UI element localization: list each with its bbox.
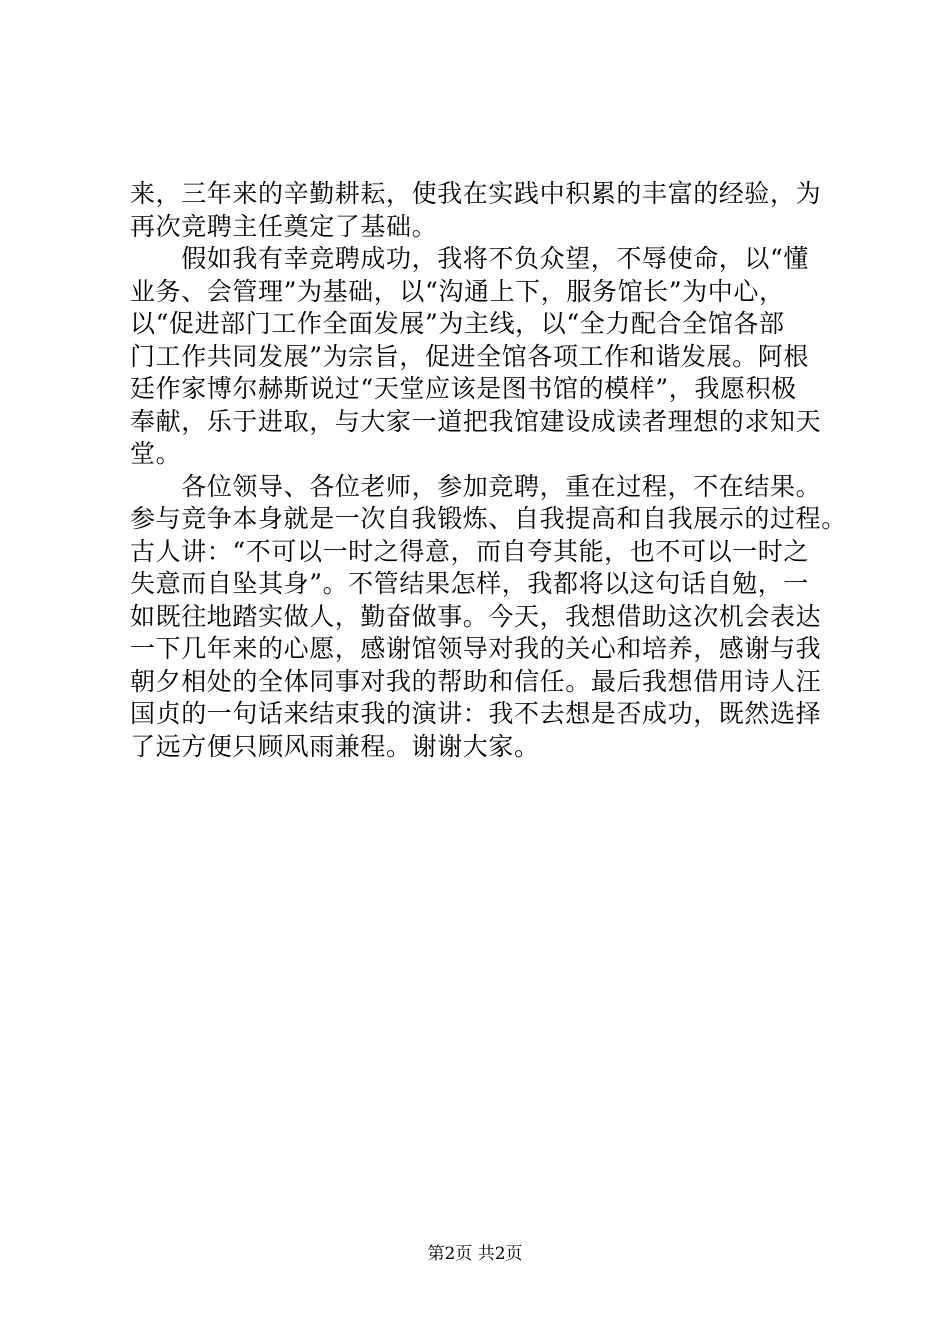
text-line: 以“促进部门工作全面发展”为主线，以“全力配合全馆各部 — [130, 309, 785, 338]
page-number: 第2页 共2页 — [427, 1244, 523, 1264]
document-body — [130, 178, 847, 763]
text-line: 国贞的一句话来结束我的演讲：我不去想是否成功，既然选择 — [130, 699, 822, 728]
text-line: 朝夕相处的全体同事对我的帮助和信任。最后我想借用诗人汪 — [130, 666, 822, 696]
text-line: 如既往地踏实做人，勤奋做事。今天，我想借助这次机会表达 — [130, 601, 822, 631]
text-line: 门工作共同发展”为宗旨，促进全馆各项工作和谐发展。阿根 — [130, 341, 809, 371]
text-line: 一下几年来的心愿，感谢馆领导对我的关心和培养，感谢与我 — [130, 634, 822, 663]
text-line: 业务、会管理”为基础，以“沟通上下，服务馆长”为中心， — [130, 276, 785, 306]
text-line: 失意而自坠其身”。不管结果怎样，我都将以这句话自勉，一 — [130, 569, 809, 598]
text-line: 各位领导、各位老师，参加竞聘，重在过程，不在结果。 — [130, 471, 822, 501]
text-line: 古人讲：“不可以一时之得意，而自夸其能，也不可以一时之 — [130, 536, 809, 566]
text-line: 来，三年来的辛勤耕耘，使我在实践中积累的丰富的经验，为 — [130, 179, 822, 208]
text-line: 堂。 — [130, 439, 182, 468]
text-line: 参与竞争本身就是一次自我锻炼、自我提高和自我展示的过程。 — [130, 504, 847, 533]
page-footer — [0, 1244, 950, 1264]
text-line: 假如我有幸竞聘成功，我将不负众望，不辱使命，以“懂 — [130, 244, 809, 273]
text-line: 再次竞聘主任奠定了基础。 — [130, 211, 438, 241]
text-line: 奉献，乐于进取，与大家一道把我馆建设成读者理想的求知天 — [130, 406, 822, 436]
text-line: 廷作家博尔赫斯说过“天堂应该是图书馆的模样”，我愿积极 — [130, 374, 797, 403]
text-line: 了远方便只顾风雨兼程。谢谢大家。 — [130, 731, 540, 761]
